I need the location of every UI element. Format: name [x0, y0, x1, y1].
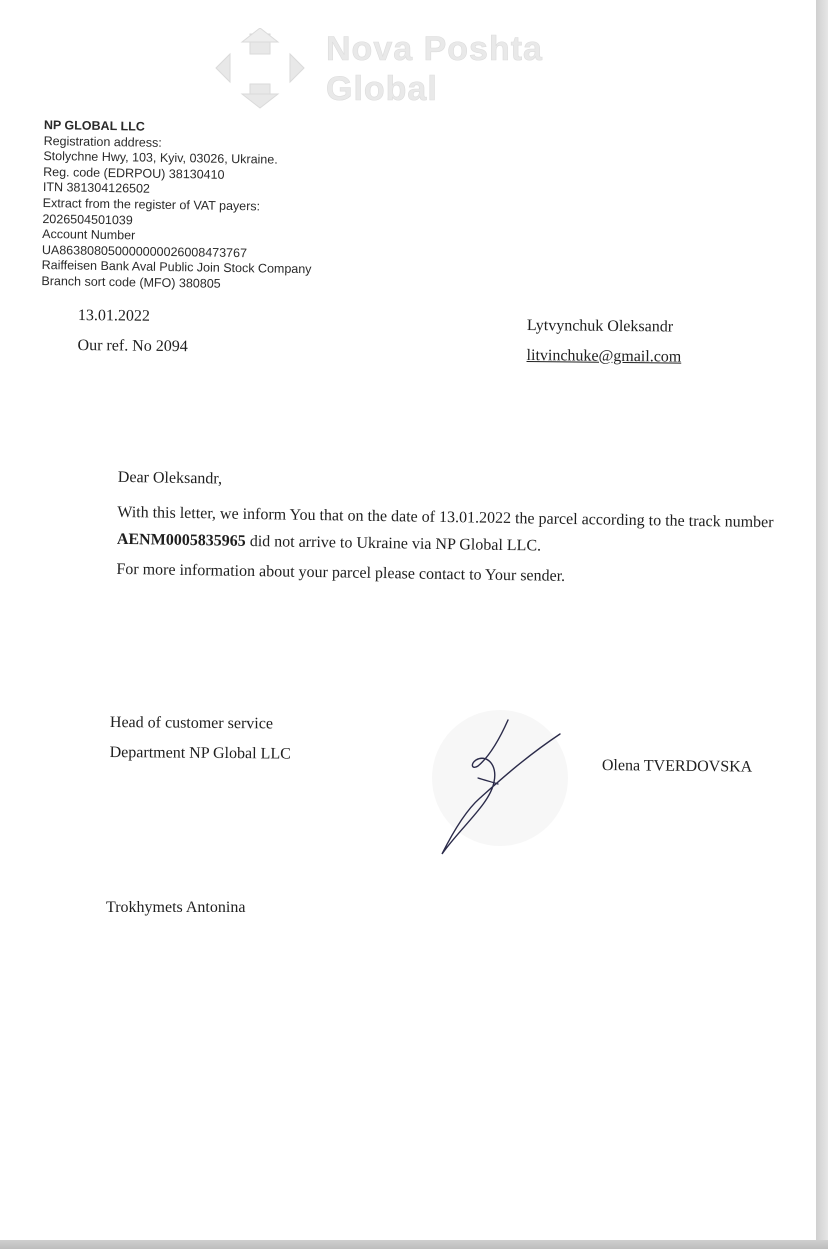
letter-reference: Our ref. No 2094	[77, 336, 188, 356]
recipient-email-link[interactable]: litvinchuke@gmail.com	[526, 346, 682, 366]
para1-text-start: With this letter, we inform You that on the date of 13.01.2022 the parcel according to the track number	[117, 503, 774, 532]
company-detail-line: 2026504501039	[42, 211, 133, 227]
signatory-position	[109, 714, 291, 776]
handwritten-signature	[420, 708, 580, 868]
company-detail-line: Registration address:	[43, 133, 162, 150]
company-detail-line: Account Number	[42, 227, 136, 243]
company-details	[41, 118, 313, 294]
track-number: AENM0005835965	[116, 530, 246, 550]
letter-body	[60, 468, 782, 589]
paper-edge-bottom	[0, 1240, 828, 1249]
greeting: Dear Oleksandr,	[117, 468, 223, 488]
company-detail-line: Branch sort code (MFO) 380805	[41, 273, 221, 291]
recipient-block	[526, 317, 681, 367]
signer-name: Olena TVERDOVSKA	[601, 757, 753, 776]
company-logo-watermark	[210, 28, 590, 112]
company-detail-line: UA863808050000000026008473767	[41, 242, 248, 260]
position-line-1: Head of customer service	[109, 714, 274, 733]
position-line-2: Department NP Global LLC	[109, 743, 291, 763]
company-detail-line: Raiffeisen Bank Aval Public Join Stock Company	[41, 258, 312, 277]
letter-date: 13.01.2022	[77, 307, 150, 325]
company-detail-line: ITN 381304126502	[42, 180, 151, 197]
logo-text-line1: Nova Poshta	[326, 30, 543, 68]
paper-edge-right	[816, 0, 828, 1249]
company-detail-line: Stolychne Hwy, 103, Kyiv, 03026, Ukraine.	[43, 149, 278, 167]
logo-text-line2: Global	[326, 70, 438, 108]
logo-arrows-icon	[210, 28, 310, 112]
para1-text-end: did not arrive to Ukraine via NP Global LLC.	[245, 532, 542, 555]
letter-meta	[77, 307, 188, 368]
body-paragraph-1	[61, 498, 782, 563]
body-paragraph-2: For more information about your parcel please contact to Your sender.	[116, 560, 566, 585]
company-name: NP GLOBAL LLC	[43, 118, 145, 134]
stamp-shadow	[432, 710, 568, 846]
company-detail-line: Reg. code (EDRPOU) 38130410	[43, 164, 225, 182]
company-detail-line: Extract from the register of VAT payers:	[42, 195, 261, 214]
executor-name: Trokhymets Antonina	[106, 899, 246, 916]
recipient-name: Lytvynchuk Oleksandr	[526, 317, 674, 336]
